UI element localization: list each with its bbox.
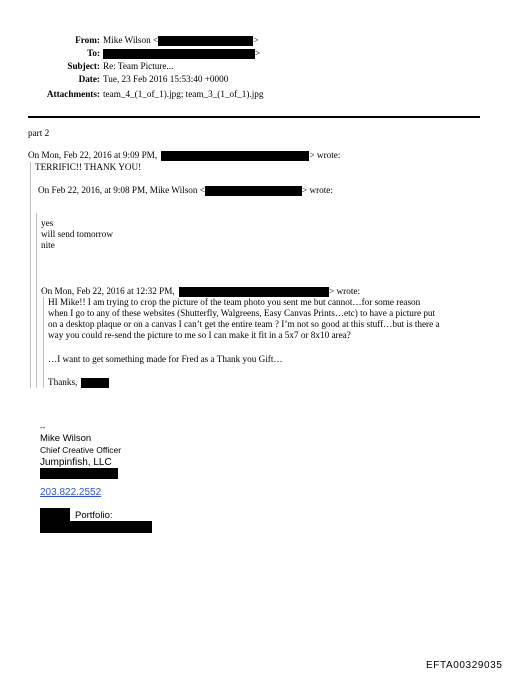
reply3-header: On Mon, Feb 22, 2016 at 12:32 PM, > wrote: xyxy=(41,286,360,296)
redaction-block xyxy=(40,521,152,533)
quote-bar xyxy=(43,297,44,388)
part-label: part 2 xyxy=(28,128,50,138)
gift-line: …I want to get something made for Fred as a Thank you Gift… xyxy=(48,354,283,364)
reply1-header: On Mon, Feb 22, 2016 at 9:09 PM, > wrote: xyxy=(28,150,341,160)
quote-bar xyxy=(30,162,31,388)
signature-dashes: -- xyxy=(40,423,46,432)
redaction-block xyxy=(161,151,309,161)
attachments-label: Attachments: xyxy=(46,89,100,99)
redaction-block xyxy=(158,36,253,46)
message-line: when I go to any of these websites (Shutterfly, Walgreens, Easy Canvas Prints…etc) to have a picture put xyxy=(48,308,436,318)
redaction-block xyxy=(40,468,118,479)
reply1-text: TERRIFIC!! THANK YOU! xyxy=(35,162,142,172)
from-value: Mike Wilson < xyxy=(103,35,159,45)
signature-company: Jumpinfish, LLC xyxy=(40,457,112,468)
message-line: way you could re-send the picture to me so I can make it fit in a 5x7 or 8x10 area? xyxy=(48,330,351,340)
portfolio-label: Portfolio: xyxy=(75,510,113,521)
from-label: From: xyxy=(75,35,100,45)
thanks-line: Thanks, xyxy=(48,377,109,389)
yes-line: nite xyxy=(41,240,55,250)
subject-label: Subject: xyxy=(67,61,100,71)
redaction-block xyxy=(103,49,255,59)
yes-line: yes xyxy=(41,218,54,228)
from-suffix: > xyxy=(253,35,259,45)
redaction-block xyxy=(179,287,329,297)
date-label: Date: xyxy=(78,74,100,84)
header-divider xyxy=(28,116,480,118)
reply2-header: On Feb 22, 2016, at 9:08 PM, Mike Wilson < > wrote: xyxy=(38,185,333,195)
message-line: on a desktop plaque or on a canvas I can’t get the entire team ? I’m not so good at this stuff…but is there a xyxy=(48,319,440,329)
signature-name: Mike Wilson xyxy=(40,433,92,444)
signature-title: Chief Creative Officer xyxy=(40,445,122,455)
date-value: Tue, 23 Feb 2016 15:53:40 +0000 xyxy=(103,74,229,84)
redaction-block xyxy=(205,186,302,196)
document-id: EFTA00329035 xyxy=(426,660,503,671)
to-suffix: > xyxy=(255,48,261,58)
subject-value: Re: Team Picture... xyxy=(103,61,174,71)
message-line: HI Mike!! I am trying to crop the picture of the team photo you sent me but cannot…for some reason xyxy=(48,297,421,307)
attachments-value: team_4_(1_of_1).jpg; team_3_(1_of_1).jpg xyxy=(103,89,264,99)
quote-bar xyxy=(36,213,37,388)
redaction-block xyxy=(81,378,109,388)
phone-link[interactable]: 203.822.2552 xyxy=(40,487,102,498)
yes-line: will send tomorrow xyxy=(41,229,113,239)
to-label: To: xyxy=(87,48,100,58)
